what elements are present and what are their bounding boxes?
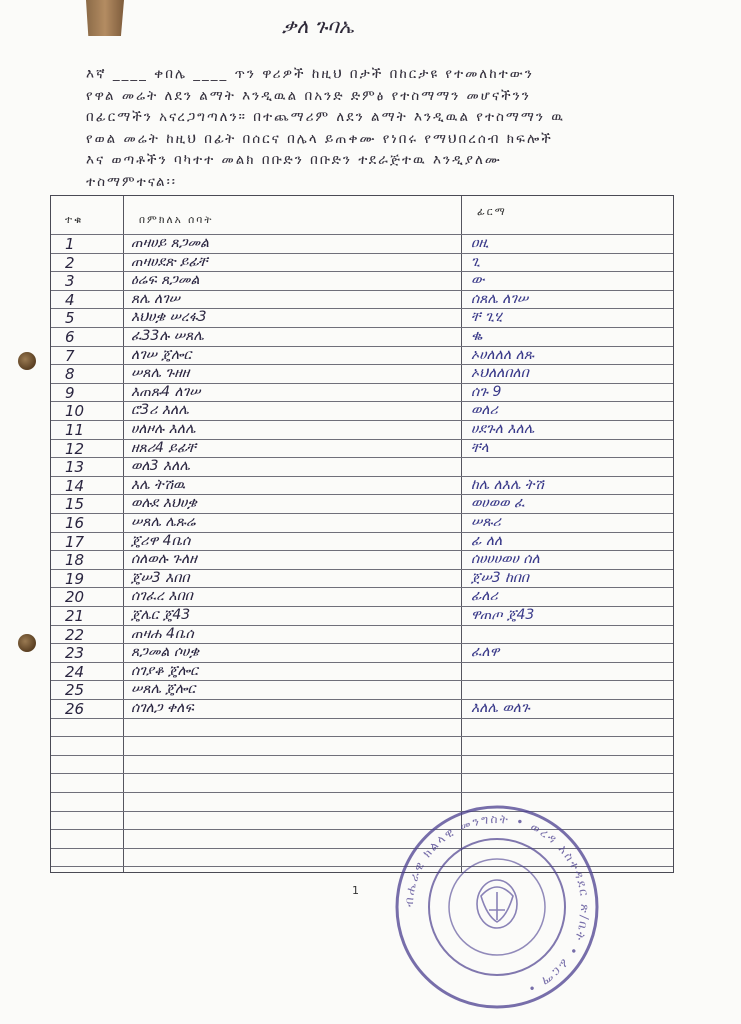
table-rule-line xyxy=(51,773,673,774)
row-number: 11 xyxy=(65,421,85,439)
row-name: ጠዛሀደጽ ይፊቸ xyxy=(131,253,208,270)
intro-line: እኛ ____ ቀበሌ ____ ጥን ዋሪዎች ከዚህ በታች በከርታዩ የተመለከተውን xyxy=(86,66,534,82)
row-name: እህሀቌ ሠረፋ3 xyxy=(131,309,207,326)
row-name: ዕሬፍ ጸጋመል xyxy=(131,272,200,289)
document-title: ቃለ ጉባኤ xyxy=(282,14,354,38)
row-number: 10 xyxy=(65,402,85,421)
row-name: ጠዛሀይ ጸጋመል xyxy=(131,235,210,251)
row-number: 25 xyxy=(65,681,85,700)
row-signature: ዋጠጦ ጄ43 xyxy=(471,607,535,623)
row-number: 6 xyxy=(65,328,75,346)
row-signature: ሠጹሪ xyxy=(471,514,501,530)
row-signature: ሰጸሌ ለገሠ xyxy=(471,290,529,307)
row-number: 4 xyxy=(65,290,75,309)
row-number: 24 xyxy=(65,662,85,681)
row-name: ወሉደ እህሀቌ xyxy=(131,495,197,512)
row-name: ሰገፈረ እበበ xyxy=(131,588,193,605)
row-number: 16 xyxy=(65,514,85,532)
row-name: ሀለዞሉ እለሌ xyxy=(131,421,196,437)
row-number: 21 xyxy=(65,607,85,625)
row-signature: ቸላ xyxy=(471,439,489,456)
row-name: ዘጸሪ4 ይፊቸ xyxy=(131,439,197,456)
header-number: ተቁ xyxy=(65,214,84,226)
row-number: 3 xyxy=(65,272,75,291)
row-signature: ፊለሪ xyxy=(471,588,498,605)
row-name: እጠጹ4 ለገሠ xyxy=(131,383,201,400)
row-signature: ጊ xyxy=(471,253,480,270)
row-name: ሠጸሌ ጉዘዘ xyxy=(131,365,190,382)
official-seal-stamp xyxy=(393,800,601,1014)
row-number: 22 xyxy=(65,625,85,644)
row-signature: ኦህለለበለበ xyxy=(471,365,529,382)
intro-line: ተስማምተናል፡፡ xyxy=(86,173,177,190)
row-name: ሰገለጋ ቀለፍ xyxy=(131,700,194,716)
row-name: ወለ3 እለሌ xyxy=(131,458,190,475)
row-signature: ፊ ለለ xyxy=(471,532,503,549)
row-name: ጄሪዋ 4ቤሰ xyxy=(131,532,191,549)
row-name: ፈ33ሉ ሠጸሌ xyxy=(131,328,204,344)
row-name: ጸጋመል ሶሀቌ xyxy=(131,644,199,661)
row-name: ሠጸሌ ሌጹሬ xyxy=(131,514,196,530)
column-divider xyxy=(123,196,124,872)
row-signature: ኦሀለለለ ለጹ xyxy=(471,346,535,363)
row-number: 15 xyxy=(65,495,85,514)
signature-table xyxy=(50,195,674,873)
punch-hole xyxy=(18,634,36,652)
row-number: 1 xyxy=(65,235,75,253)
row-number: 23 xyxy=(65,644,85,663)
svg-text:ብሔራዊ ክልላዊ መንግስት • ወረዳ አስተዳደር ጽ: ብሔራዊ ክልላዊ መንግስት • ወረዳ አስተዳደር ጽ/ቤት • ፊርማ • xyxy=(401,811,593,997)
row-name: ሠጸሌ ጄሎር xyxy=(131,681,196,698)
intro-line: እና ወጣቶችን ባካተተ መልክ በቡድን በቡድን ተደራጅተዉ እንዲያለሙ xyxy=(86,152,502,168)
row-signature: ው xyxy=(471,272,485,289)
row-name: እሌ ትሽዉ xyxy=(131,476,186,493)
row-number: 26 xyxy=(65,700,85,718)
row-name: ለገሠ ጄሎር xyxy=(131,346,192,363)
row-signature: ሰሀሀሀወሀ ሰለ xyxy=(471,551,540,568)
row-number: 14 xyxy=(65,476,85,495)
table-rule-line xyxy=(51,792,673,793)
row-signature: ወሀወወ ፈ xyxy=(471,495,525,512)
row-number: 8 xyxy=(65,365,75,384)
row-number: 13 xyxy=(65,458,85,477)
punch-hole xyxy=(18,352,36,370)
row-number: 5 xyxy=(65,309,75,328)
row-number: 2 xyxy=(65,253,75,272)
row-signature: ቈ xyxy=(471,328,483,344)
header-signature: ፊርማ xyxy=(477,206,507,218)
row-number: 17 xyxy=(65,532,85,551)
row-number: 9 xyxy=(65,383,75,402)
row-number: 12 xyxy=(65,439,85,458)
row-signature: እለሌ ወለጉ xyxy=(471,700,530,716)
row-name: ሰገያቆ ጄሎር xyxy=(131,662,198,679)
row-signature: ሀደጉለ እለሌ xyxy=(471,421,535,437)
intro-paragraph xyxy=(86,64,646,193)
page-number: 1 xyxy=(352,884,359,897)
table-rule-line xyxy=(51,755,673,756)
row-number: 20 xyxy=(65,588,85,607)
intro-line: በፊርማችን አናረጋግጣለን። በተጨማሪም ለደን ልማት እንዲዉል የተስማማን ዉ xyxy=(86,109,565,125)
row-signature: ወለሪ xyxy=(471,402,498,419)
intro-line: የወል መሬት ከዚህ በፊት በሰርና በሌላ ይጠቀሙ የነበሩ የማህበረሰብ ክፍሎች xyxy=(86,130,553,147)
intro-line: የዋል መሬት ለደን ልማት እንዲዉል በአንድ ድምፅ የተስማማን መሆናችንን xyxy=(86,87,531,104)
row-signature: ጀሠ3 ከበበ xyxy=(471,569,529,586)
row-number: 19 xyxy=(65,569,85,588)
row-signature: ሰጉ 9 xyxy=(471,383,502,400)
row-name: ጄሌር ጄ43 xyxy=(131,607,191,623)
row-signature: ቸ ጊሂ xyxy=(471,309,503,326)
header-name: በምክለአ ሰባት xyxy=(139,214,214,226)
column-divider xyxy=(461,196,462,872)
row-name: ጠዛሐ 4ቤሰ xyxy=(131,625,194,642)
row-name: ጸሌ ለገሠ xyxy=(131,290,181,307)
row-number: 7 xyxy=(65,346,75,365)
paper-tab xyxy=(86,0,124,36)
row-number: 18 xyxy=(65,551,85,570)
table-rule-line xyxy=(51,718,673,719)
row-signature: ፈለዋ xyxy=(471,644,500,661)
row-name: ሮ3ሪ እለሌ xyxy=(131,402,189,419)
row-signature: ከሌ ለእሌ ትሽ xyxy=(471,476,544,493)
row-name: ሰለወሉ ጉለዘ xyxy=(131,551,197,568)
row-name: ጄሠ3 እበበ xyxy=(131,569,190,586)
table-rule-line xyxy=(51,736,673,737)
row-signature: ዐዚ xyxy=(471,235,489,251)
